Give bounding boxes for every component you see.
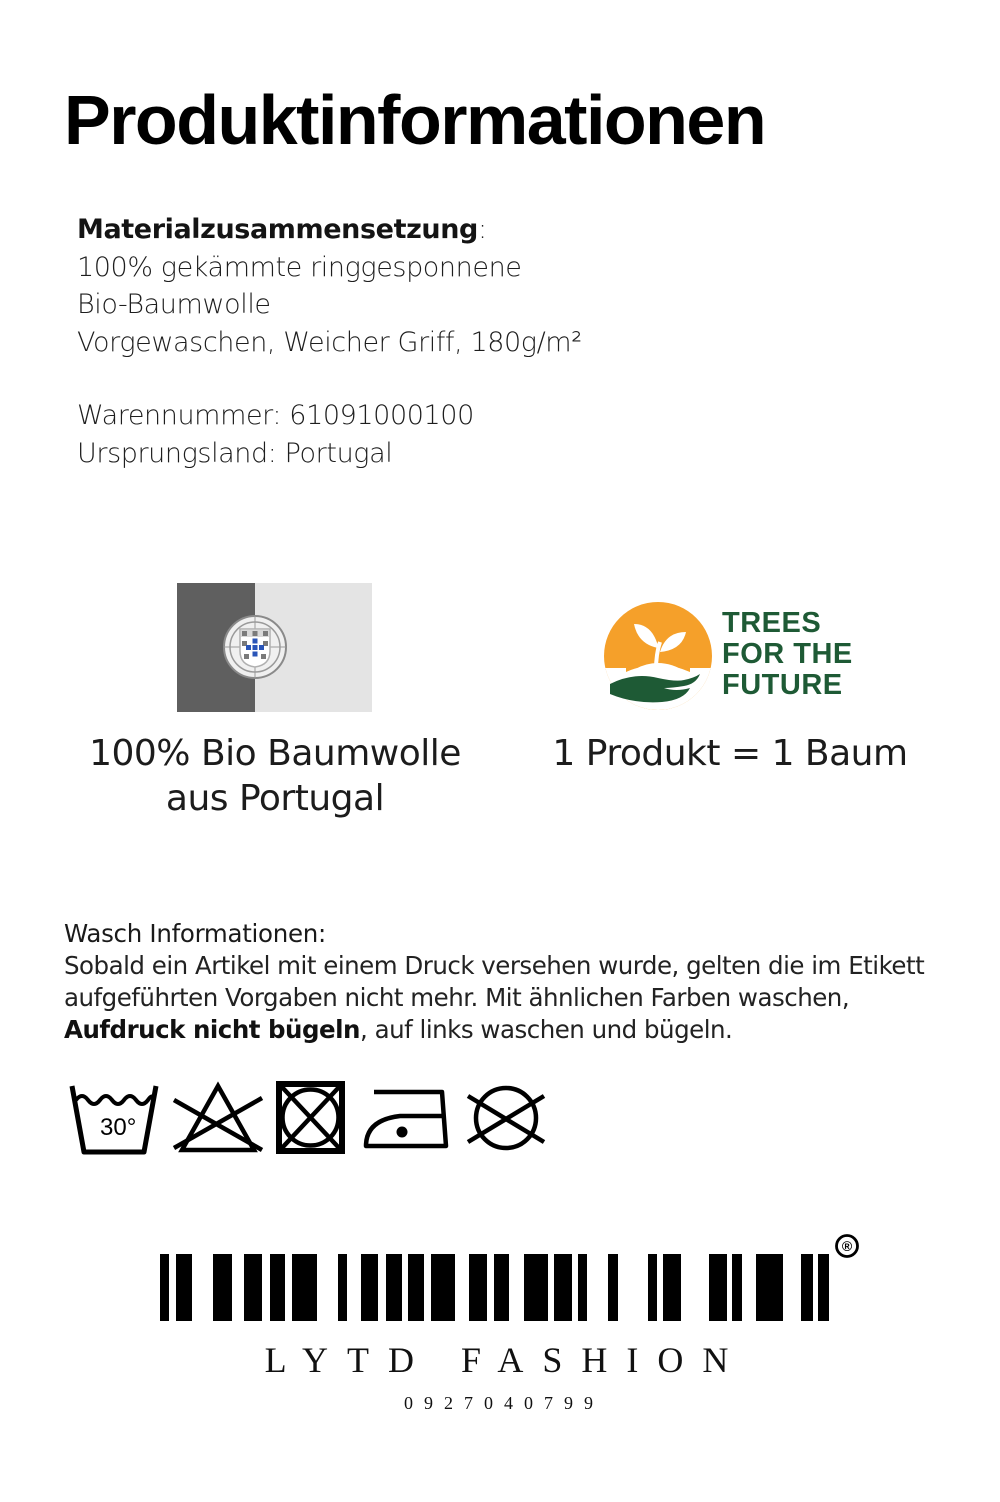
svg-text:®: ® — [841, 1238, 853, 1254]
wash-text-part: , auf links waschen und bügeln. — [360, 1015, 733, 1044]
coat-of-arms-icon — [221, 613, 289, 681]
svg-text:30°: 30° — [100, 1114, 137, 1141]
trees-for-the-future-wordmark — [722, 608, 853, 701]
iron-low-icon — [360, 1080, 450, 1156]
no-dry-clean-icon — [464, 1080, 548, 1156]
no-tumble-dry-icon — [276, 1080, 346, 1156]
wash-text-part: Sobald ein Artikel mit einem Druck versehen wurde, gelten die im Etikett aufgeführten Vorgaben nicht mehr. Mit ähnlichen Farben waschen, — [64, 951, 925, 1012]
material-heading — [77, 211, 582, 249]
caption-line: aus Portugal — [165, 778, 385, 819]
material-label-colon: : — [477, 214, 487, 245]
caption-line: 1 Produkt = 1 Baum — [552, 733, 908, 774]
registered-trademark-icon — [834, 1233, 860, 1259]
material-line: Bio-Baumwolle — [77, 289, 271, 320]
logo-line: TREES — [722, 607, 822, 639]
brand-barcode — [0, 1254, 1000, 1321]
trees-for-the-future-logo — [604, 602, 864, 710]
brand-code: 0927040799 — [404, 1393, 604, 1413]
wash-text-bold: Aufdruck nicht bügeln — [64, 1015, 360, 1044]
wash-info-text — [64, 950, 944, 1046]
country-of-origin: Ursprungsland: Portugal — [77, 437, 393, 469]
no-bleach-icon — [172, 1080, 264, 1156]
portugal-flag-icon — [177, 583, 372, 712]
seedling-hand-icon — [604, 602, 712, 710]
article-number: Warennummer: 61091000100 — [77, 400, 474, 431]
logo-line: FOR THE — [722, 638, 853, 670]
material-section — [77, 211, 582, 472]
logo-line: FUTURE — [722, 669, 843, 701]
care-symbols — [64, 1080, 564, 1160]
wash-30-icon — [68, 1080, 162, 1156]
wash-info-title: Wasch Informationen: — [64, 919, 326, 948]
organic-cotton-caption — [70, 731, 480, 821]
brand-name: LYTD FASHION — [264, 1340, 748, 1380]
tree-planting-caption — [540, 731, 920, 776]
caption-line: 100% Bio Baumwolle — [89, 733, 461, 774]
material-line: Vorgewaschen, Weicher Griff, 180g/m² — [77, 326, 582, 358]
material-label: Materialzusammensetzung — [77, 214, 478, 245]
page-title: Produktinformationen — [64, 81, 766, 159]
material-line: 100% gekämmte ringgesponnene — [77, 251, 522, 283]
